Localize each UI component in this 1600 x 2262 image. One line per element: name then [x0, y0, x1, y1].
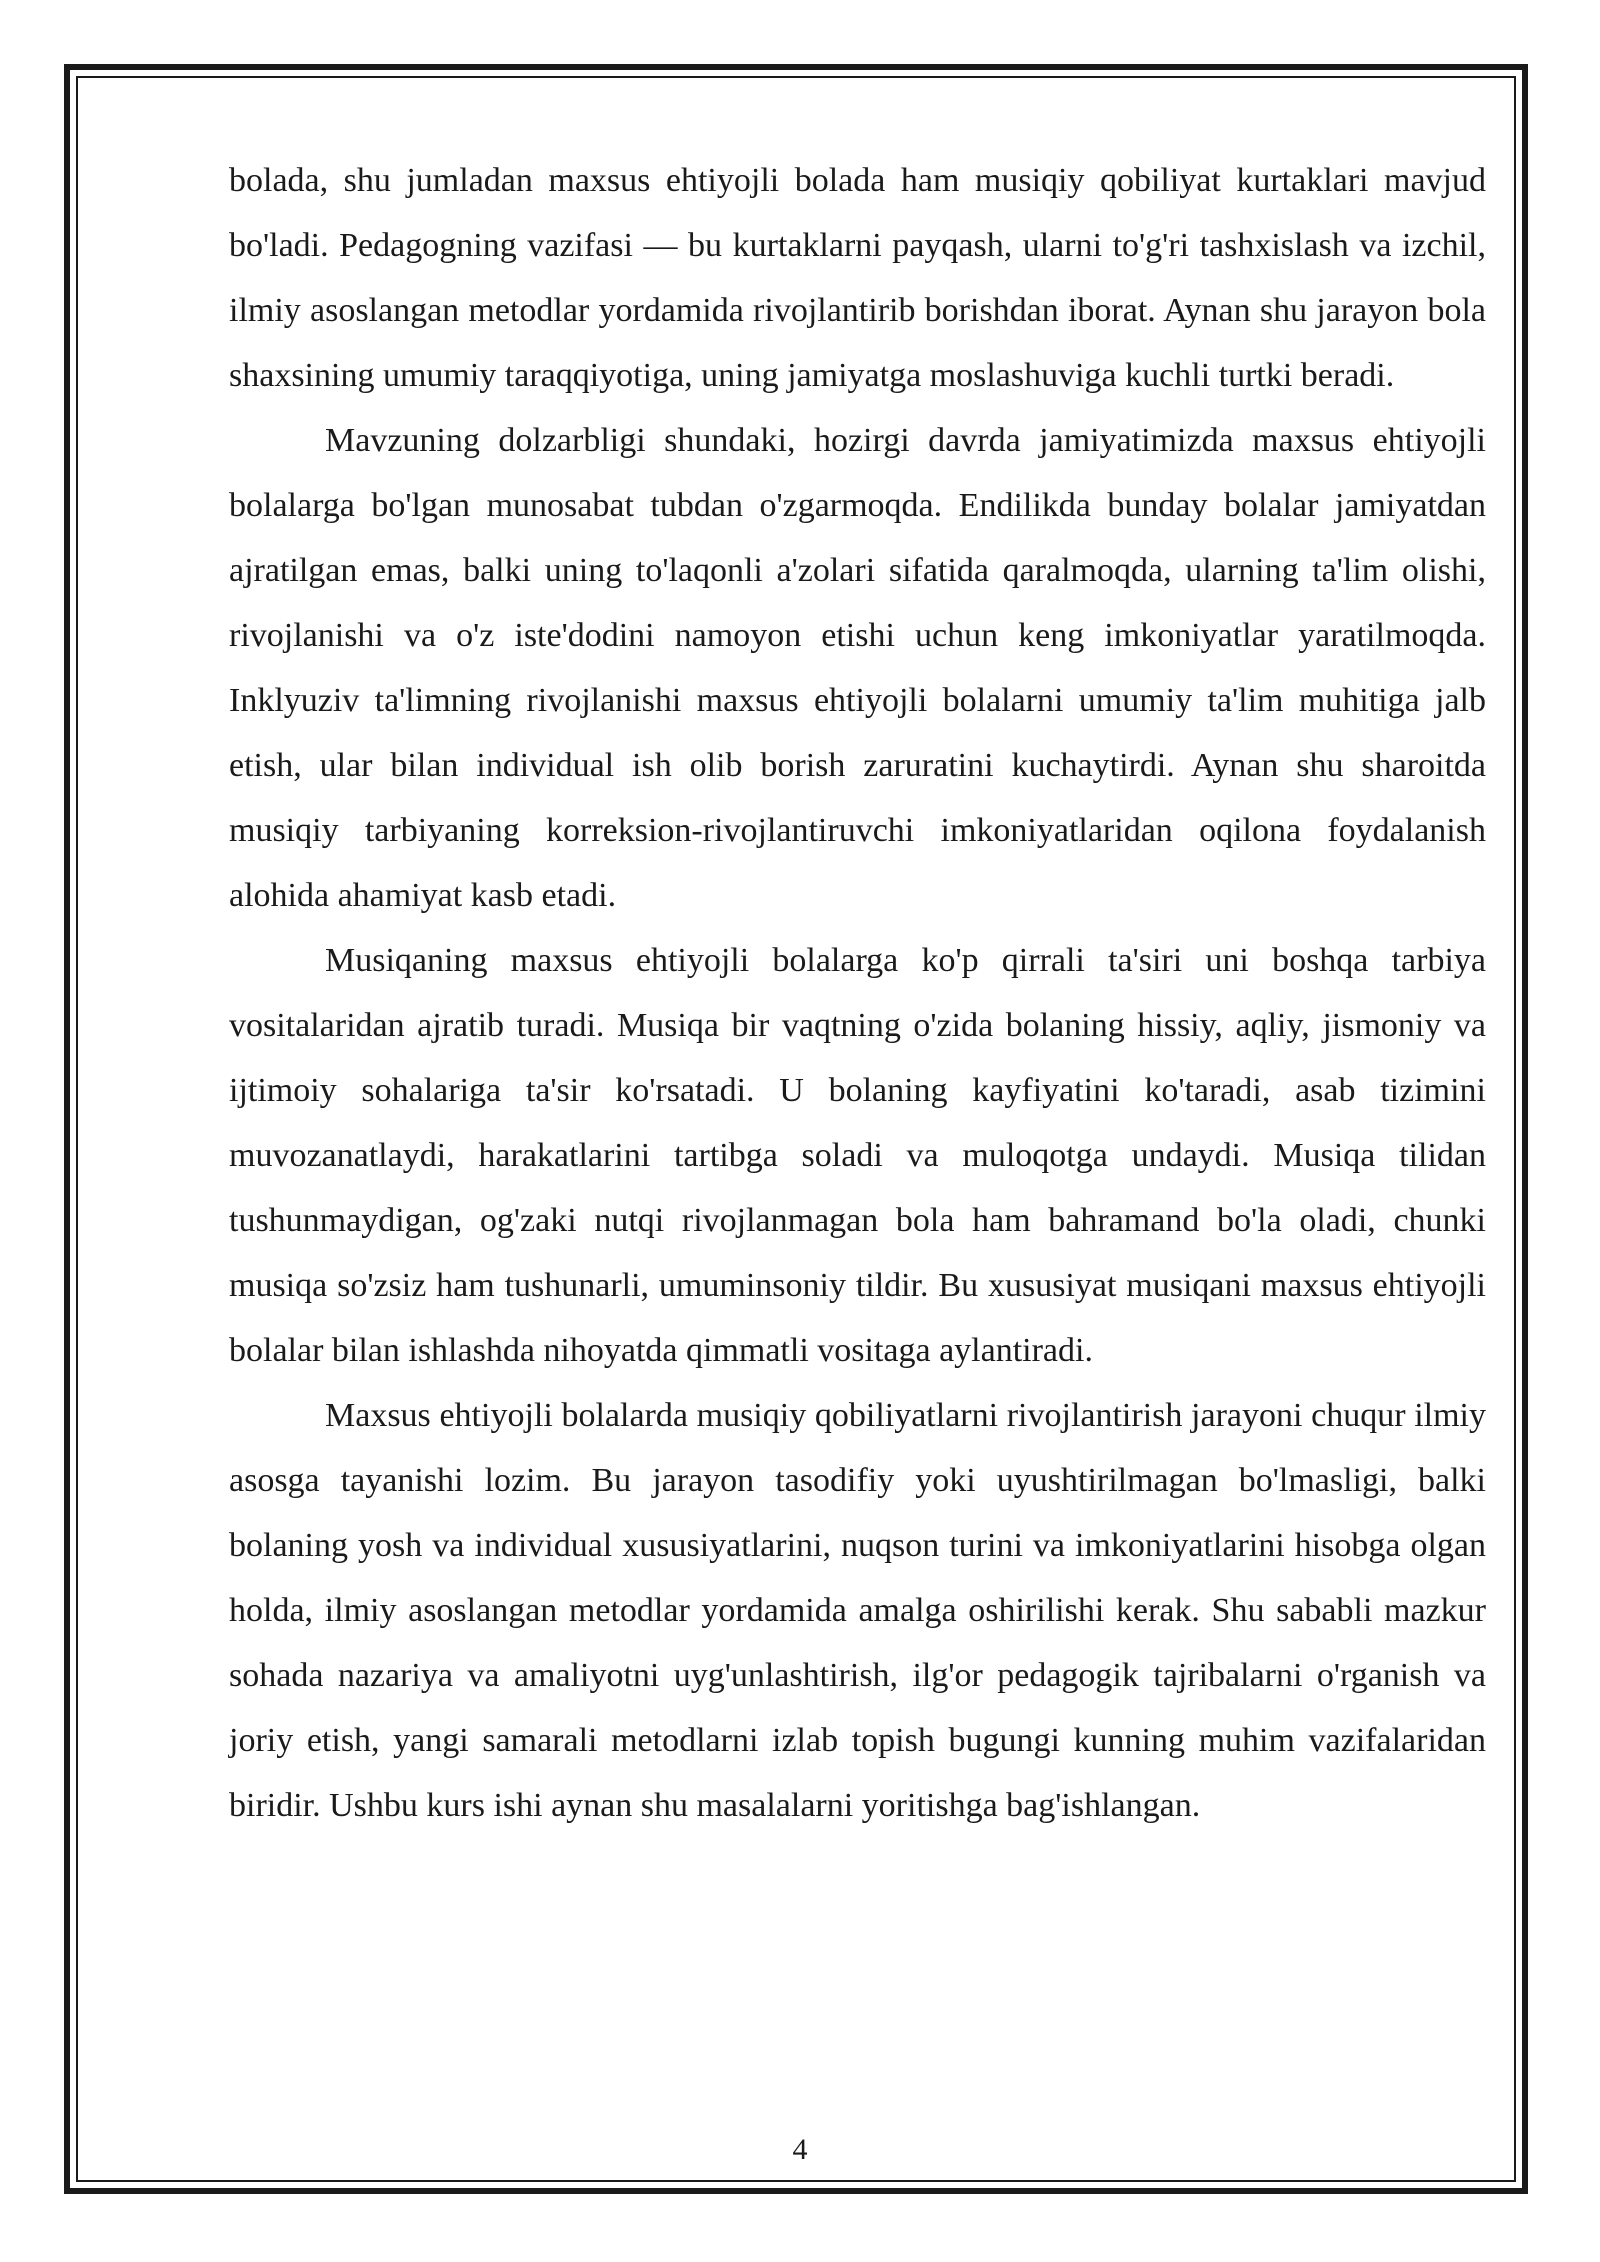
paragraph-scientific-basis: Maxsus ehtiyojli bolalarda musiqiy qobiliyatlarni rivojlantirish jarayoni chuqur ilmiy asosga tayanishi lozim. Bu jarayon tasodifiy yoki uyushtirilmagan bo'lmasligi, balki bolaning yosh va individual xususiyatlarini, nuqson turini va imkoniyatlarini hisobga olgan holda, ilmiy asoslangan metodlar yordamida amalga oshirilishi kerak. Shu sababli mazkur sohada nazariya va amaliyotni uyg'unlashtirish, ilg'or pedagogik tajribalarni o'rganish va joriy etish, yangi samarali metodlarni izlab topish bugungi kunning muhim vazifalaridan biridir. Ushbu kurs ishi aynan shu masalalarni yoritishga bag'ishlangan.: [229, 1397, 1486, 1824]
paragraph-continuation: bolada, shu jumladan maxsus ehtiyojli bolada ham musiqiy qobiliyat kurtaklari mavjud bo'ladi. Pedagogning vazifasi — bu kurtaklarni payqash, ularni to'g'ri tashxislash va izchil, ilmiy asoslangan metodlar yordamida rivojlantirib borishdan iborat. Aynan shu jarayon bola shaxsining umumiy taraqqiyotiga, uning jamiyatga moslashuviga kuchli turtki beradi.: [229, 162, 1486, 394]
page-number: 4: [792, 2133, 808, 2166]
page-body: [229, 148, 1486, 1838]
paragraph-music-influence: Musiqaning maxsus ehtiyojli bolalarga ko'p qirrali ta'siri uni boshqa tarbiya vositalaridan ajratib turadi. Musiqa bir vaqtning o'zida bolaning hissiy, aqliy, jismoniy va ijtimoiy sohalariga ta'sir ko'rsatadi. U bolaning kayfiyatini ko'taradi, asab tizimini muvozanatlaydi, harakatlarini tartibga soladi va muloqotga undaydi. Musiqa tilidan tushunmaydigan, og'zaki nutqi rivojlanmagan bola ham bahramand bo'la oladi, chunki musiqa so'zsiz ham tushunarli, umuminsoniy tildir. Bu xususiyat musiqani maxsus ehtiyojli bolalar bilan ishlashda nihoyatda qimmatli vositaga aylantiradi.: [229, 942, 1486, 1369]
paragraph-relevance: Mavzuning dolzarbligi shundaki, hozirgi davrda jamiyatimizda maxsus ehtiyojli bolalarga bo'lgan munosabat tubdan o'zgarmoqda. Endilikda bunday bolalar jamiyatdan ajratilgan emas, balki uning to'laqonli a'zolari sifatida qaralmoqda, ularning ta'lim olishi, rivojlanishi va o'z iste'dodini namoyon etishi uchun keng imkoniyatlar yaratilmoqda. Inklyuziv ta'limning rivojlanishi maxsus ehtiyojli bolalarni umumiy ta'lim muhitiga jalb etish, ular bilan individual ish olib borish zaruratini kuchaytirdi. Aynan shu sharoitda musiqiy tarbiyaning korreksion-rivojlantiruvchi imkoniyatlaridan oqilona foydalanish alohida ahamiyat kasb etadi.: [229, 422, 1486, 914]
